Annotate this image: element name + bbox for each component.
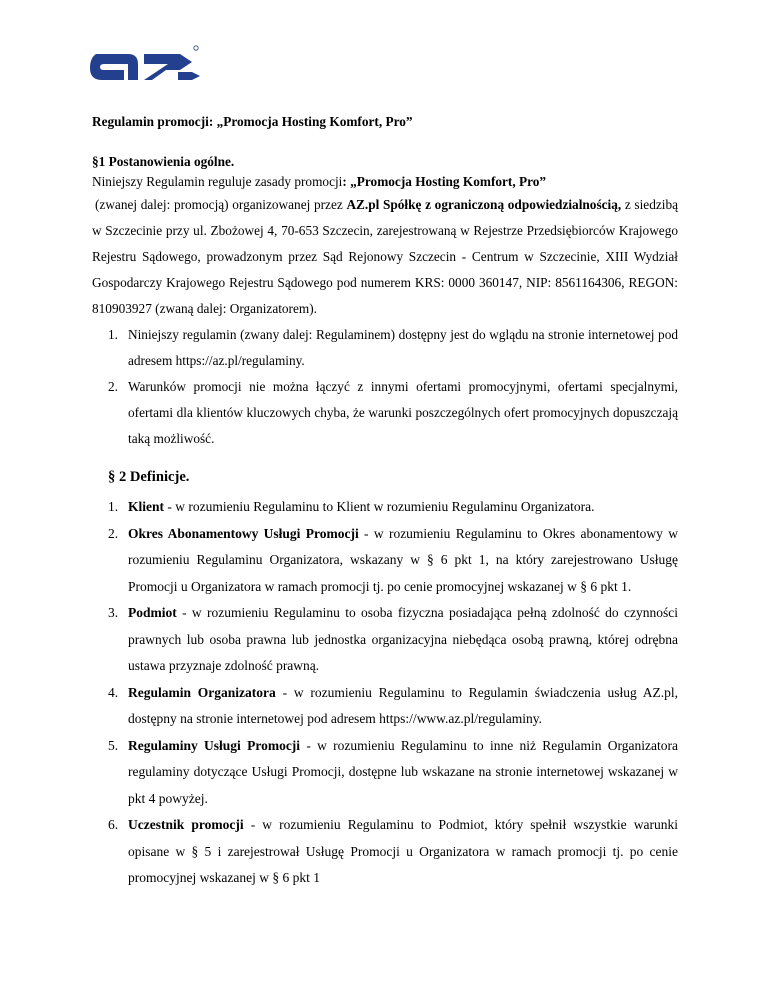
definition-term: Podmiot [128,605,177,620]
intro-rest: z siedzibą w Szczecinie przy ul. Zbożowej 4, 70-653 Szczecin, zarejestrowaną w Rejestrze Przedsiębiorców Krajowego Rejestru Sądowego, prowadzonym przez Sąd Rejonowy Szczecin - Centrum w Szczecinie, XIII Wydział Gospodarczy Krajowego Rejestru Sądowego pod numerem KRS: 0000 360147, NIP: 8561164306, REGON: 810903927 (zwaną dalej: Organizatorem). [92,197,678,316]
promo-name: : „Promocja Hosting Komfort, Pro” [342,174,547,189]
intro-text-2: (zwanej dalej: promocją) organizowanej przez [95,197,347,212]
intro-text: Niniejszy Regulamin reguluje zasady promocji [92,174,343,189]
definition-item: 2. Okres Abonamentowy Usługi Promocji - w rozumieniu Regulaminu to Okres abonamentowy w rozumieniu Regulaminu Organizatora, wskazany w § 6 pkt 1, na który zarejestrowano Usługę Promocji u Organizatora w ramach promocji tj. po cenie promocyjnej wskazanej w § 6 pkt 1. [108,525,678,594]
az-logo [88,40,202,86]
document-body [92,112,678,892]
list-item: 1. Niniejszy regulamin (zwany dalej: Regulaminem) dostępny jest do wglądu na stronie internetowej pod adresem https://az.pl/regulaminy. [108,327,678,368]
definition-item: 4. Regulamin Organizatora - w rozumieniu Regulaminu to Regulamin świadczenia usług AZ.pl, dostępny na stronie internetowej pod adresem https://www.az.pl/regulaminy. [108,684,678,726]
definition-term: Regulaminy Usługi Promocji [128,737,301,753]
definition-item: 6. Uczestnik promocji - w rozumieniu Regulaminu to Podmiot, który spełnił wszystkie warunki opisane w § 5 i zarejestrował Usługę Promocji u Organizatora w ramach promocji tj. po cenie promocyjnej wskazanej w § 6 pkt 1 [108,817,678,885]
definition-item: 5. Regulaminy Usługi Promocji - w rozumieniu Regulaminu to inne niż Regulamin Organizatora regulaminy dotyczące Usługi Promocji, dostępne lub wskazane na stronie internetowej wskazanej w pkt 4 powyżej. [108,737,678,806]
definition-term: Okres Abonamentowy Usługi Promocji [128,525,359,541]
section-1-list [92,322,678,452]
definition-term: Regulamin Organizatora [128,684,276,700]
definitions-list [92,494,678,892]
definition-item: 3. Podmiot - w rozumieniu Regulaminu to osoba fizyczna posiadająca pełną zdolność do czynności prawnych lub osoba prawna lub jednostka organizacyjna niebędąca osobą prawną, której odrębna ustawa przyznaje zdolność prawną. [108,605,678,673]
az-logo-icon [88,40,202,86]
definition-term: Uczestnik promocji [128,817,244,832]
list-item: 2. Warunków promocji nie można łączyć z innymi ofertami promocyjnymi, ofertami specjalnymi, ofertami dla klientów kluczowych chyba, że warunki poszczególnych ofert promocyjnych dopuszczają taką możliwość. [108,379,678,446]
intro-paragraph [92,172,678,322]
section-2-title: § 2 Definicje. [108,469,190,485]
organizer-name: AZ.pl Spółkę z ograniczoną odpowiedzialnością, [346,197,622,212]
section-1-title: §1 Postanowienia ogólne. [92,154,235,169]
definition-item: 1. Klient - w rozumieniu Regulaminu to Klient w rozumieniu Regulaminu Organizatora. [108,499,595,514]
document-title: Regulamin promocji: „Promocja Hosting Komfort, Pro” [92,114,413,129]
definition-term: Klient [128,499,164,514]
